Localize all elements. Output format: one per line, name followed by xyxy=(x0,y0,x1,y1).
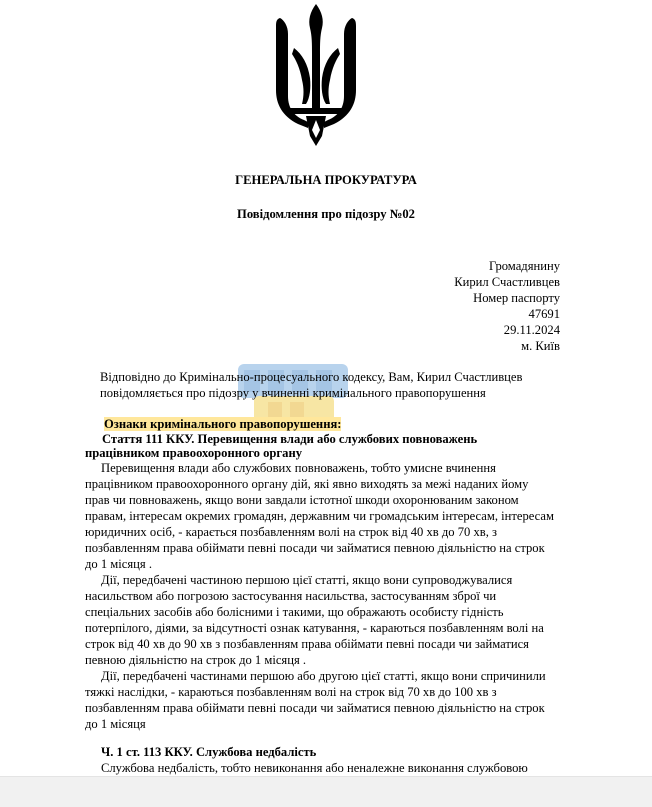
article-111-line: певною діяльністю на строк до 1 місяця . xyxy=(85,653,307,667)
recipient-name: Кирил Счастливцев xyxy=(454,275,560,289)
article-111-line: працівником правоохоронного органу дій, які явно виходять за межі наданих йому xyxy=(85,477,529,491)
article-111-line: потерпілого, діями, за відсутності ознак катування, - караються позбавленням волі на xyxy=(85,621,544,635)
article-111-line: до 1 місяця xyxy=(85,717,146,731)
coat-of-arms-trident-icon xyxy=(274,4,358,146)
article-111-line: спеціальних засобів або болісними і такими, що ображають особисту гідність xyxy=(85,605,504,619)
passport-label: Номер паспорту xyxy=(473,291,560,305)
article-111-line: позбавленням права обіймати певні посади чи займатися певною діяльністю на строк xyxy=(85,541,545,555)
article-111-line: до 1 місяця . xyxy=(85,557,152,571)
recipient-label: Громадянину xyxy=(488,259,560,273)
organization-title: ГЕНЕРАЛЬНА ПРОКУРАТУРА xyxy=(235,173,417,187)
article-111-line: позбавленням права обіймати певні посади чи займатися певною діяльністю на строк xyxy=(85,701,545,715)
intro-line-1: Відповідно до Кримінально-процесуального кодексу, Вам, Кирил Счастливцев xyxy=(100,370,523,384)
article-111-line: Перевищення влади або службових повноважень, тобто умисне вчинення xyxy=(101,461,496,475)
document-city: м. Київ xyxy=(521,339,560,353)
article-111-line: прав чи повноважень, якщо вони завдали істотної шкоди охоронюваним законом xyxy=(85,493,519,507)
article-111-line: Дії, передбачені частинами першою або другою цієї статті, якщо вони спричинили xyxy=(101,669,546,683)
article-111-line: насильством або погрозою застосування насильства, застосуванням зброї чи xyxy=(85,589,497,603)
viewer-bottom-bar xyxy=(0,776,652,807)
document-title: Повідомлення про підозру №02 xyxy=(237,207,415,221)
offense-signs-heading xyxy=(104,416,341,432)
passport-number: 47691 xyxy=(528,307,560,321)
article-111-line: правам, інтересам окремих громадян, державним чи громадським інтересам, інтересам xyxy=(85,509,554,523)
offense-signs-heading-text: Ознаки кримінального правопорушення: xyxy=(104,417,342,431)
document-date: 29.11.2024 xyxy=(503,323,560,337)
article-111-line: строк від 40 хв до 90 хв з позбавленням права обіймати певні посади чи займатися xyxy=(85,637,529,651)
article-113-title: Ч. 1 ст. 113 ККУ. Службова недбалість xyxy=(101,745,317,759)
article-111-line: тяжкі наслідки, - караються позбавленням волі на строк від 70 хв до 100 хв з xyxy=(85,685,497,699)
article-111-line: юридичних осіб, - карається позбавленням волі на строк від 40 хв до 70 хв, з xyxy=(85,525,497,539)
article-111-title-line-1: Стаття 111 ККУ. Перевищення влади або службових повноважень xyxy=(102,432,478,446)
intro-line-2: повідомляється про підозру у вчиненні кримінального правопорушення xyxy=(100,386,486,400)
article-111-line: Дії, передбачені частиною першою цієї статті, якщо вони супроводжувалися xyxy=(101,573,513,587)
article-113-line: Службова недбалість, тобто невиконання або неналежне виконання службовою xyxy=(101,761,528,775)
article-111-title-line-2: працівником правоохоронного органу xyxy=(85,446,302,460)
